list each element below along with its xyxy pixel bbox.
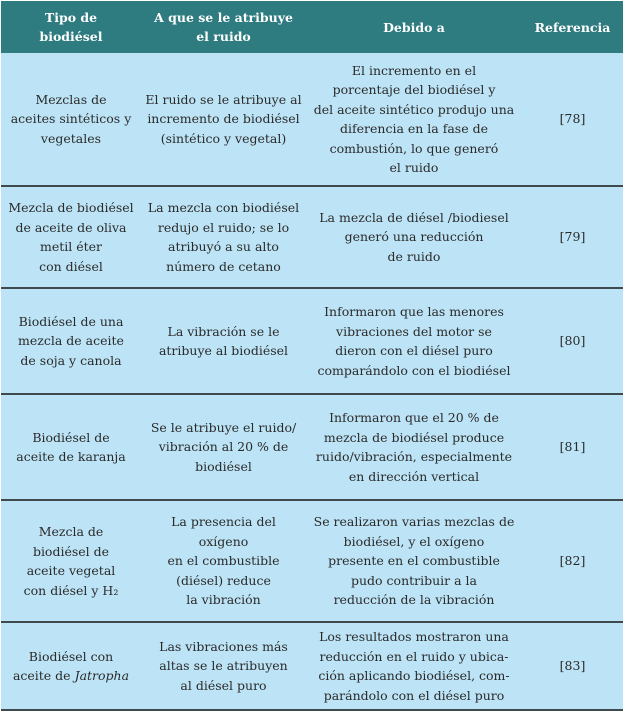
cell-referencia: [83] <box>522 622 623 710</box>
cell-referencia: [78] <box>522 53 623 186</box>
header-tipo: Tipo de biodiésel <box>1 1 141 53</box>
cell-atribuye: La presencia del oxígeno en el combustible (diésel) reduce la vibración <box>141 500 306 622</box>
table-row <box>1 394 623 500</box>
table-row <box>1 288 623 394</box>
cell-tipo: Mezclas de aceites sintéticos y vegetales <box>1 53 141 186</box>
cell-debido: Informaron que el 20 % de mezcla de biodiésel produce ruido/vibración, especialmente en dirección vertical <box>306 394 522 500</box>
cell-tipo: Mezcla de biodiésel de aceite vegetal con diésel y H₂ <box>1 500 141 622</box>
cell-debido: El incremento en el porcentaje del biodiésel y del aceite sintético produjo una diferencia en la fase de combustión, lo que generó el ruido <box>306 53 522 186</box>
cell-atribuye: La mezcla con biodiésel redujo el ruido; se lo atribuyó a su alto número de cetano <box>141 186 306 288</box>
cell-referencia: [80] <box>522 288 623 394</box>
table-row <box>1 500 623 622</box>
table-row <box>1 186 623 288</box>
cell-debido: Informaron que las menores vibraciones del motor se dieron con el diésel puro comparándolo con el biodiésel <box>306 288 522 394</box>
table-row <box>1 622 623 710</box>
table-header-row <box>1 1 623 53</box>
header-debido: Debido a <box>306 1 522 53</box>
table-row <box>1 53 623 186</box>
header-referencia: Referencia <box>522 1 623 53</box>
cell-tipo: Biodiésel de aceite de karanja <box>1 394 141 500</box>
cell-debido: Los resultados mostraron una reducción en el ruido y ubica- ción aplicando biodiésel, com- parándolo con el diésel puro <box>306 622 522 710</box>
cell-debido: La mezcla de diésel /biodiesel generó una reducción de ruido <box>306 186 522 288</box>
cell-referencia: [79] <box>522 186 623 288</box>
tipo-species-italic: Jatropha <box>74 668 130 683</box>
cell-tipo <box>1 622 141 710</box>
tipo-text: Biodiésel con aceite de <box>12 648 114 683</box>
cell-referencia: [81] <box>522 394 623 500</box>
cell-tipo: Mezcla de biodiésel de aceite de oliva metil éter con diésel <box>1 186 141 288</box>
cell-atribuye: Las vibraciones más altas se le atribuyen al diésel puro <box>141 622 306 710</box>
cell-referencia: [82] <box>522 500 623 622</box>
cell-atribuye: Se le atribuye el ruido/ vibración al 20 % de biodiésel <box>141 394 306 500</box>
biodiesel-noise-table <box>1 1 623 711</box>
cell-atribuye: La vibración se le atribuye al biodiésel <box>141 288 306 394</box>
cell-debido: Se realizaron varias mezclas de biodiésel, y el oxígeno presente en el combustible pudo contribuir a la reducción de la vibración <box>306 500 522 622</box>
cell-tipo: Biodiésel de una mezcla de aceite de soja y canola <box>1 288 141 394</box>
header-atribuye: A que se le atribuye el ruido <box>141 1 306 53</box>
cell-atribuye: El ruido se le atribuye al incremento de biodiésel (sintético y vegetal) <box>141 53 306 186</box>
